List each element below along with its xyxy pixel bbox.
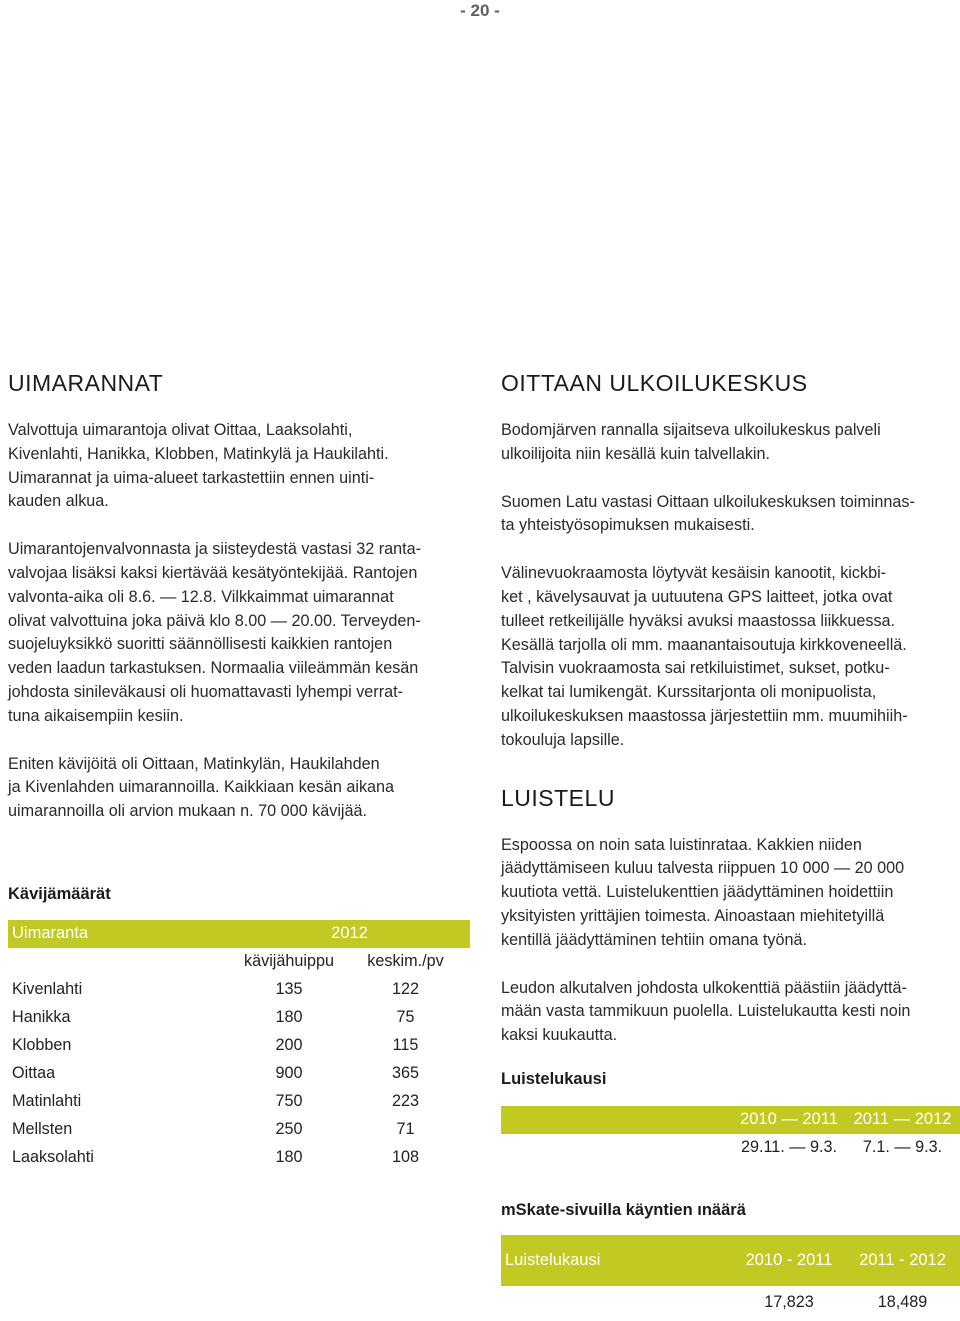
row-avg: 122 [391, 980, 419, 999]
right-column [501, 368, 960, 1317]
kavijamaarat-table [8, 920, 470, 1172]
subheader-cell-peak: kävijähuippu [244, 952, 334, 971]
row-name: Oittaa [12, 1064, 56, 1083]
kavijamaarat-title: Kävijämäärät [8, 884, 111, 903]
left-column [8, 368, 470, 1172]
row-avg: 223 [391, 1092, 419, 1111]
table-row [8, 1116, 470, 1144]
luistelu-paragraph-2: Leudon alkutalven johdosta ulkokenttiä päästiin jäädyttä- mään vasta tammikuun puolella. Luistelukautta kesti noin kaksi kuukautta. [501, 978, 911, 1045]
row-name: Matinlahti [12, 1092, 82, 1111]
oittaa-heading: OITTAAN ULKOILUKESKUS [501, 370, 808, 396]
row-peak: 750 [275, 1092, 303, 1111]
table-row [8, 1060, 470, 1088]
uimarannat-paragraph-3: Eniten kävijöitä oli Oittaan, Matinkylän, Haukilahden ja Kivenlahden uimarannoilla. Kaikkiaan kesän aikana uimarannoilla oli arvion mukaan n. 70 000 kävijää. [8, 754, 395, 821]
row-2010-2011: 17,823 [764, 1293, 814, 1312]
row-name: Klobben [12, 1036, 72, 1055]
row-peak: 135 [275, 980, 303, 999]
page-number: - 20 - [460, 1, 500, 20]
row-2011-2012: 7.1. — 9.3. [862, 1138, 943, 1157]
header-cell-2010-2011: 2010 - 2011 [745, 1250, 833, 1269]
subheader-cell-avg: keskim./pv [367, 952, 444, 971]
row-peak: 180 [275, 1148, 303, 1167]
row-name: Mellsten [12, 1120, 73, 1139]
table-row [8, 976, 470, 1004]
row-name: Hanikka [12, 1008, 71, 1027]
header-cell-2011-2012: 2011 — 2012 [853, 1110, 952, 1129]
header-cell-luistelukausi: Luistelukausi [505, 1250, 601, 1269]
table-row [8, 1088, 470, 1116]
table-row [501, 1289, 960, 1317]
row-avg: 71 [396, 1120, 415, 1139]
uimarannat-paragraph-1: Valvottuja uimarantoja olivat Oittaa, Laaksolahti, Kivenlahti, Hanikka, Klobben, Matinkylä ja Haukilahti. Uimarannat ja uima-alueet tarkastettiin ennen uinti- kauden alkua. [8, 421, 389, 511]
header-cell-year: 2012 [331, 924, 368, 943]
uimarannat-heading: UIMARANNAT [8, 370, 164, 396]
header-cell-2010-2011: 2010 — 2011 [740, 1110, 838, 1129]
luistelukausi-title: Luistelukausi [501, 1069, 607, 1088]
luistelukausi-table [501, 1106, 960, 1162]
oittaa-paragraph-1: Bodomjärven rannalla sijaitseva ulkoilukeskus palveli ulkoilijoita niin kesällä kuin talvellakin. [501, 421, 881, 463]
mskate-title: mSkate-sivuilla käyntien ınäärä [501, 1200, 746, 1219]
row-name: Laaksolahti [12, 1148, 94, 1167]
table-row [8, 1144, 470, 1172]
table-row [8, 1004, 470, 1032]
row-name: Kivenlahti [12, 980, 83, 999]
row-peak: 250 [275, 1120, 303, 1139]
table-row [8, 1032, 470, 1060]
kavijamaarat-subheader-row [8, 948, 470, 976]
luistelukausi-header-row [501, 1106, 960, 1134]
oittaa-paragraph-3: Välinevuokraamosta löytyvät kesäisin kanootit, kickbi- ket , kävelysauvat ja uutuutena GPS laitteet, jotka ovat tulleet retkeilijälle hyväksi avuksi maastossa liikkuessa. Kesällä tarjolla oli mm. maanantaisoutuja kirkkoveneellä. Talvisin vuokraamosta sai retkiluistimet, sukset, potku- kelkat tai lumikengät. Kurssitarjonta oli monipuolista, ulkoilukeskuksen maastossa järjestettiin mm. muumihiih- tokouluja lapsille. [501, 564, 908, 749]
row-avg: 365 [391, 1064, 419, 1083]
row-peak: 200 [275, 1036, 303, 1055]
luistelu-paragraph-1: Espoossa on noin sata luistinrataa. Kakkien niiden jäädyttämiseen kuluu talvesta riippuen 10 000 — 20 000 kuutiota vettä. Luistelukenttien jäädyttäminen hoidettiin yksityisten yrittäjien toimesta. Ainoastaan miehitetyillä kentillä jäädyttäminen tehtiin omana työnä. [501, 835, 905, 949]
oittaa-paragraph-2: Suomen Latu vastasi Oittaan ulkoilukeskuksen toiminnas- ta yhteistyösopimuksen mukaisesti. [501, 492, 915, 535]
row-avg: 115 [392, 1036, 419, 1055]
row-2010-2011: 29.11. — 9.3. [741, 1138, 837, 1157]
row-avg: 108 [391, 1148, 419, 1167]
uimarannat-paragraph-2: Uimarantojenvalvonnasta ja siisteydestä vastasi 32 ranta- valvojaa lisäksi kaksi kiertävää kesätyöntekijää. Rantojen valvonta-aika oli 8.6. — 12.8. Vilkkaimmat uimarannat olivat valvottuina joka päivä klo 8.00 — 20.00. Terveyden- suojeluyksikkö suoritti säännöllisesti kaikkien rantojen veden laadun tarkastuksen. Normaalia viileämmän kesän johdosta sinileväkausi oli huomattavasti lyhempi verrat- tuna aikaisempiin kesiin. [8, 540, 421, 725]
header-cell-uimaranta: Uimaranta [12, 924, 89, 943]
kavijamaarat-header-row [8, 920, 470, 948]
row-avg: 75 [396, 1008, 415, 1027]
row-2011-2012: 18,489 [877, 1293, 928, 1312]
header-cell-2011-2012: 2011 - 2012 [859, 1250, 946, 1269]
luistelu-heading: LUISTELU [501, 784, 615, 811]
row-peak: 900 [275, 1064, 303, 1083]
row-peak: 180 [275, 1008, 303, 1027]
mskate-table [501, 1235, 960, 1317]
mskate-header-row [501, 1235, 960, 1286]
table-row [501, 1134, 960, 1162]
